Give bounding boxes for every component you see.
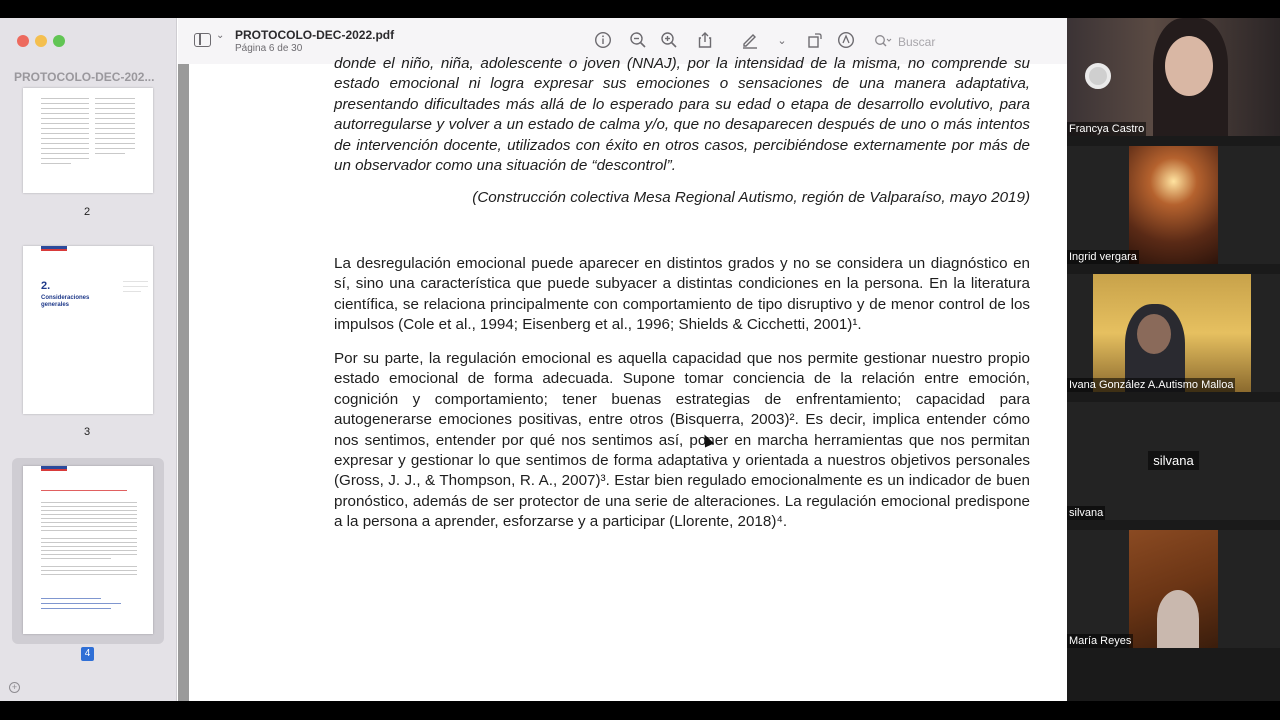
search-placeholder: Buscar: [898, 35, 936, 49]
page-indicator: Página 6 de 30: [235, 43, 303, 54]
thumbnail-sidebar: [0, 18, 177, 701]
paragraph-regulacion: Por su parte, la regulación emocional es aquella capacidad que nos permite gestionar nuestro propio estado emocional de forma adecuada. Supone tomar conciencia de la relación entre emoción, cognición y comportamiento; tener buenas estrategias de enfrentamiento; capacidad para autogenerarse emociones positivas, entre otros (Bisquerra, 2003)². Es decir, implica entender cómo nos sentimos, entender por qué nos sentimos así, poner en marcha herramientas que nos permitan expresar y gestionar lo que sentimos de forma adaptativa y orientada a nuestros objetivos personales (Gross, J. J., & Thompson, R. A., 2007)³. Estar bien regulado emocionalmente es un indicador de buen pronóstico, además de ser protector de una serie de alteraciones. La regulación emocional predispone a la persona a aprender, esforzarse y a participar (Llorente, 2018)⁴.: [334, 350, 1030, 531]
participant-center-label-text: silvana: [1148, 451, 1198, 470]
document-title: PROTOCOLO-DEC-2022.pdf: [235, 28, 395, 42]
minimize-window-button[interactable]: [35, 35, 47, 47]
bottom-black-bar: [0, 701, 1280, 720]
definition-italic-text: donde el niño, niña, adolescente o joven (NNAJ), por la intensidad de la misma, no comprende su estado emocional ni logra expresar sus emociones o sensaciones de una manera adaptativa, presentando dificultades más allá de lo esperado para su edad o etapa de desarrollo evolutivo, para autorregularse y volver a un estado de calma y/o, que no desaparecen después de uno o más intentos de intervención docente, utilizados con éxito en otros casos, percibiéndose externamente por más de un observador como una situación de “descontrol”.: [334, 55, 1030, 175]
zoom-window-button[interactable]: [53, 35, 65, 47]
participant-name-2: Ingrid vergara: [1069, 251, 1137, 263]
share-icon[interactable]: [695, 31, 715, 51]
info-icon[interactable]: [593, 31, 613, 51]
participant-tile-5[interactable]: [1067, 530, 1280, 648]
participant-tile-2[interactable]: [1067, 146, 1280, 264]
thumbnail-page-3-number: 3: [83, 426, 91, 438]
citation: (Construcción colectiva Mesa Regional Autismo, región de Valparaíso, mayo 2019): [472, 189, 1030, 206]
add-icon[interactable]: +: [9, 682, 20, 693]
paragraph-desregulacion: La desregulación emocional puede aparecer en distintos grados y no se considera un diagnóstico en sí, sino una característica que puede subyacer a distintas condiciones en la persona. En la literatura científica, se relaciona principalmente con comportamiento de tipo disruptivo y de menor control de los impulsos (Cole et al., 1994; Eisenberg et al., 1996; Shields & Cicchetti, 2001)¹.: [334, 255, 1030, 334]
zoom-out-icon[interactable]: [628, 31, 648, 51]
flag-bar-red: [41, 469, 67, 471]
flag-bar-red: [41, 249, 67, 251]
markup-chevron-down-icon[interactable]: ⌄: [777, 35, 787, 47]
thumbnail-page-4-number: 4: [81, 647, 94, 661]
thumbnail-page-4[interactable]: [23, 466, 153, 634]
preview-window: [0, 18, 1067, 701]
search-icon: [874, 34, 892, 51]
thumbnail-heading: Consideraciones generales: [41, 295, 90, 308]
thumbnail-page-2-number: 2: [83, 206, 91, 218]
close-window-button[interactable]: [17, 35, 29, 47]
document-viewport[interactable]: [178, 55, 1067, 701]
participant-video-2: [1129, 146, 1218, 264]
zoom-in-icon[interactable]: [659, 31, 679, 51]
participant-name-3: Ivana González A.Autismo Malloa: [1069, 379, 1234, 391]
participant-face-3: [1137, 314, 1171, 354]
participant-tile-3[interactable]: [1067, 274, 1280, 392]
sidebar-icon[interactable]: [194, 33, 211, 47]
participant-tile-1[interactable]: [1067, 18, 1280, 136]
thumbnail-heading-number: 2.: [41, 280, 51, 292]
chevron-down-icon[interactable]: ⌄: [216, 30, 225, 41]
participant-center-label-4: [1067, 452, 1280, 470]
participant-tile-4[interactable]: [1067, 402, 1280, 520]
top-black-bar: [0, 0, 1280, 18]
markup-icon[interactable]: [740, 31, 760, 51]
participant-face-1: [1165, 36, 1213, 96]
search-field[interactable]: [874, 31, 1064, 53]
participant-name-5: María Reyes: [1069, 635, 1132, 647]
ring-light: [1085, 63, 1111, 89]
thumbnail-page-2[interactable]: [23, 88, 153, 193]
participant-face-5: [1157, 590, 1199, 648]
annotate-icon[interactable]: [836, 31, 856, 51]
participant-name-1: Francya Castro: [1069, 123, 1145, 135]
pdf-page: [189, 55, 1067, 701]
thumbnail-page-3[interactable]: [23, 246, 153, 414]
video-participants-panel: [1067, 18, 1280, 701]
rotate-icon[interactable]: [805, 31, 825, 51]
participant-name-4: silvana: [1069, 507, 1104, 519]
sidebar-document-title: PROTOCOLO-DEC-202...: [14, 70, 155, 84]
